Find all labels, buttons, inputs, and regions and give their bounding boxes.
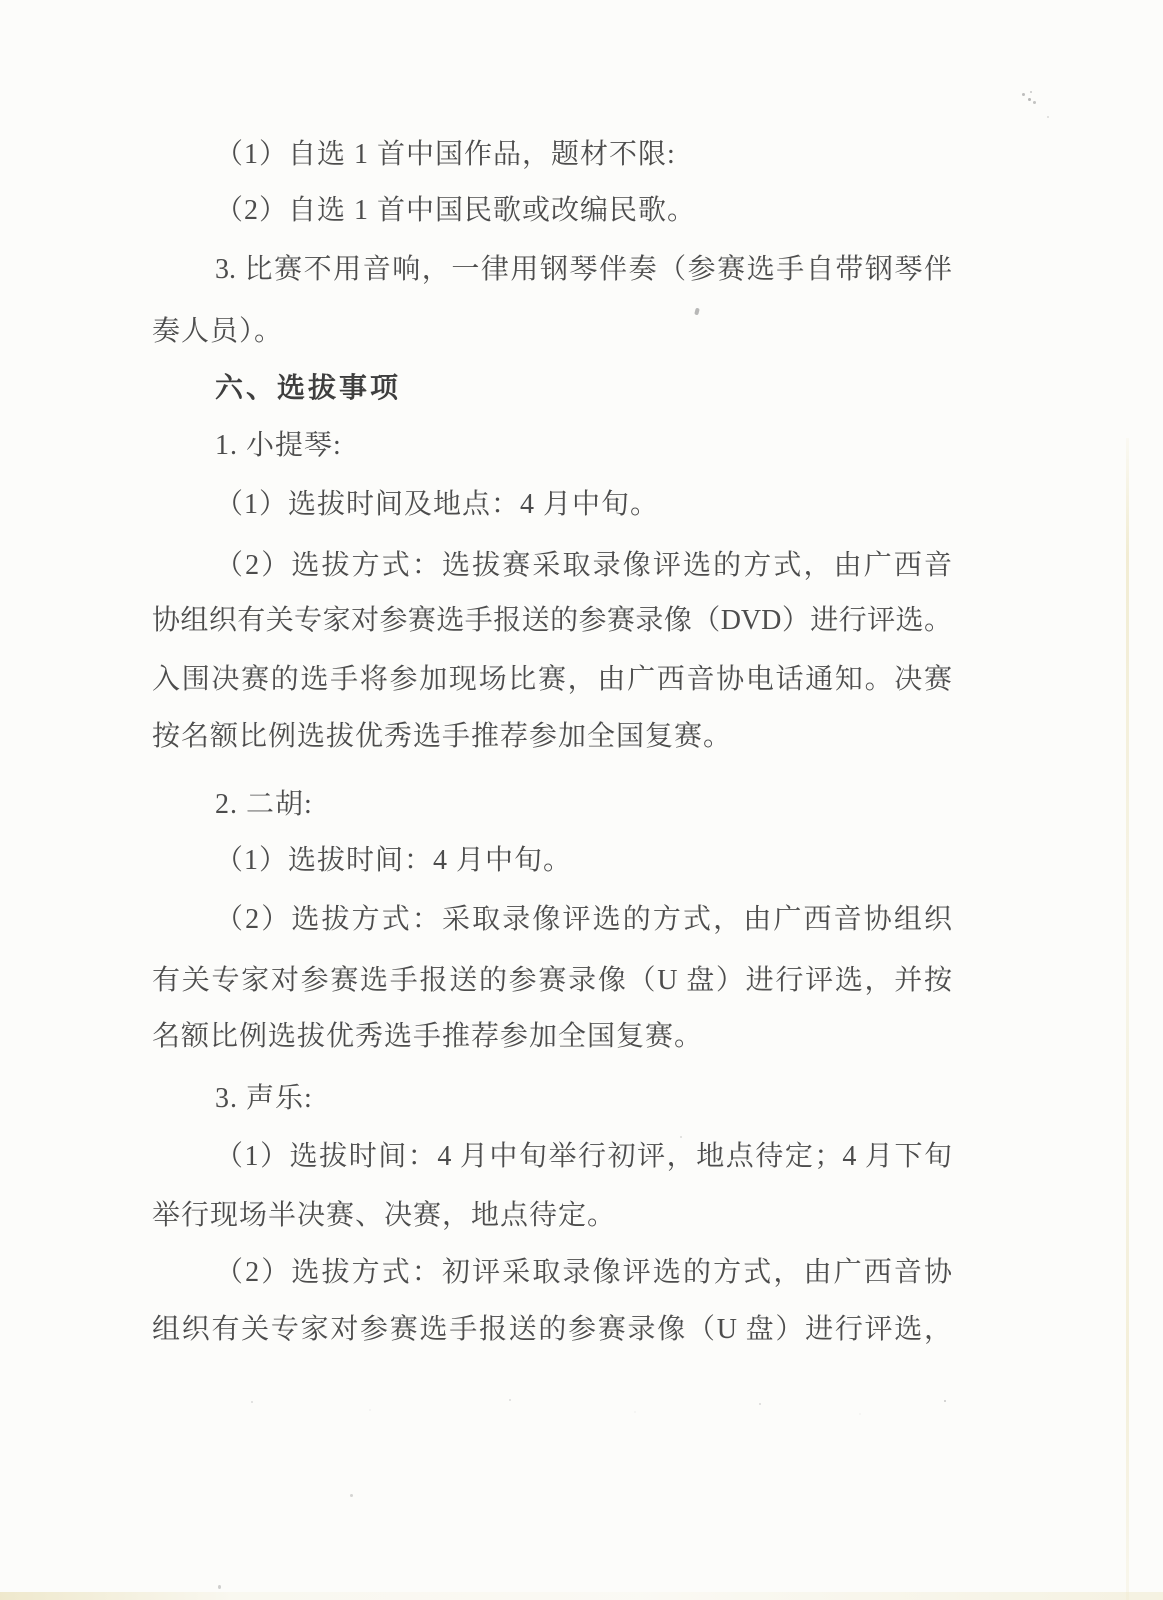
- document-line: （1）选拔时间：4 月中旬举行初评，地点待定；4 月下旬: [215, 1141, 952, 1172]
- scan-speck: [1033, 101, 1036, 104]
- document-line: 按名额比例选拔优秀选手推荐参加全国复赛。: [152, 721, 733, 752]
- document-line: （1）自选 1 首中国作品，题材不限:: [215, 139, 676, 170]
- scan-speck: [1030, 91, 1032, 93]
- scan-speck: [680, 1136, 682, 1138]
- document-line: （1）选拔时间及地点：4 月中旬。: [215, 489, 660, 520]
- document-line: （2）选拔方式：采取录像评选的方式，由广西音协组织: [215, 904, 952, 935]
- document-line: 名额比例选拔优秀选手推荐参加全国复赛。: [152, 1021, 704, 1052]
- document-line: 2. 二胡:: [215, 789, 313, 820]
- document-line: 举行现场半决赛、决赛，地点待定。: [152, 1200, 617, 1231]
- scan-speck: [1047, 116, 1049, 118]
- document-line: 3. 声乐:: [215, 1083, 313, 1114]
- document-line: 3. 比赛不用音响，一律用钢琴伴奏（参赛选手自带钢琴伴: [215, 254, 952, 285]
- document-line: 奏人员）。: [152, 316, 284, 347]
- document-line: （2）选拔方式：选拔赛采取录像评选的方式，由广西音: [215, 550, 952, 581]
- document-line: 组织有关专家对参赛选手报送的参赛录像（U 盘）进行评选，: [152, 1314, 952, 1345]
- document-line: 协组织有关专家对参赛选手报送的参赛录像（DVD）进行评选。: [152, 605, 952, 636]
- document-line: （2）自选 1 首中国民歌或改编民歌。: [215, 195, 697, 226]
- scan-vertical-line-artifact: [1126, 438, 1129, 1600]
- document-line: 有关专家对参赛选手报送的参赛录像（U 盘）进行评选，并按: [152, 965, 952, 996]
- scan-speck: [1028, 98, 1031, 101]
- document-line: 入围决赛的选手将参加现场比赛，由广西音协电话通知。决赛: [152, 664, 952, 695]
- scan-speck: [350, 1494, 353, 1497]
- document-line: （2）选拔方式：初评采取录像评选的方式，由广西音协: [215, 1257, 952, 1288]
- scan-speck: [1022, 93, 1025, 96]
- document-line: （1）选拔时间：4 月中旬。: [215, 845, 573, 876]
- scan-noise-band: [240, 1392, 1000, 1422]
- document-line: 1. 小提琴:: [215, 430, 342, 461]
- scan-speck: [218, 1585, 221, 1589]
- scan-bottom-edge-artifact: [0, 1592, 1163, 1600]
- section-heading: 六、选拔事项: [215, 373, 402, 404]
